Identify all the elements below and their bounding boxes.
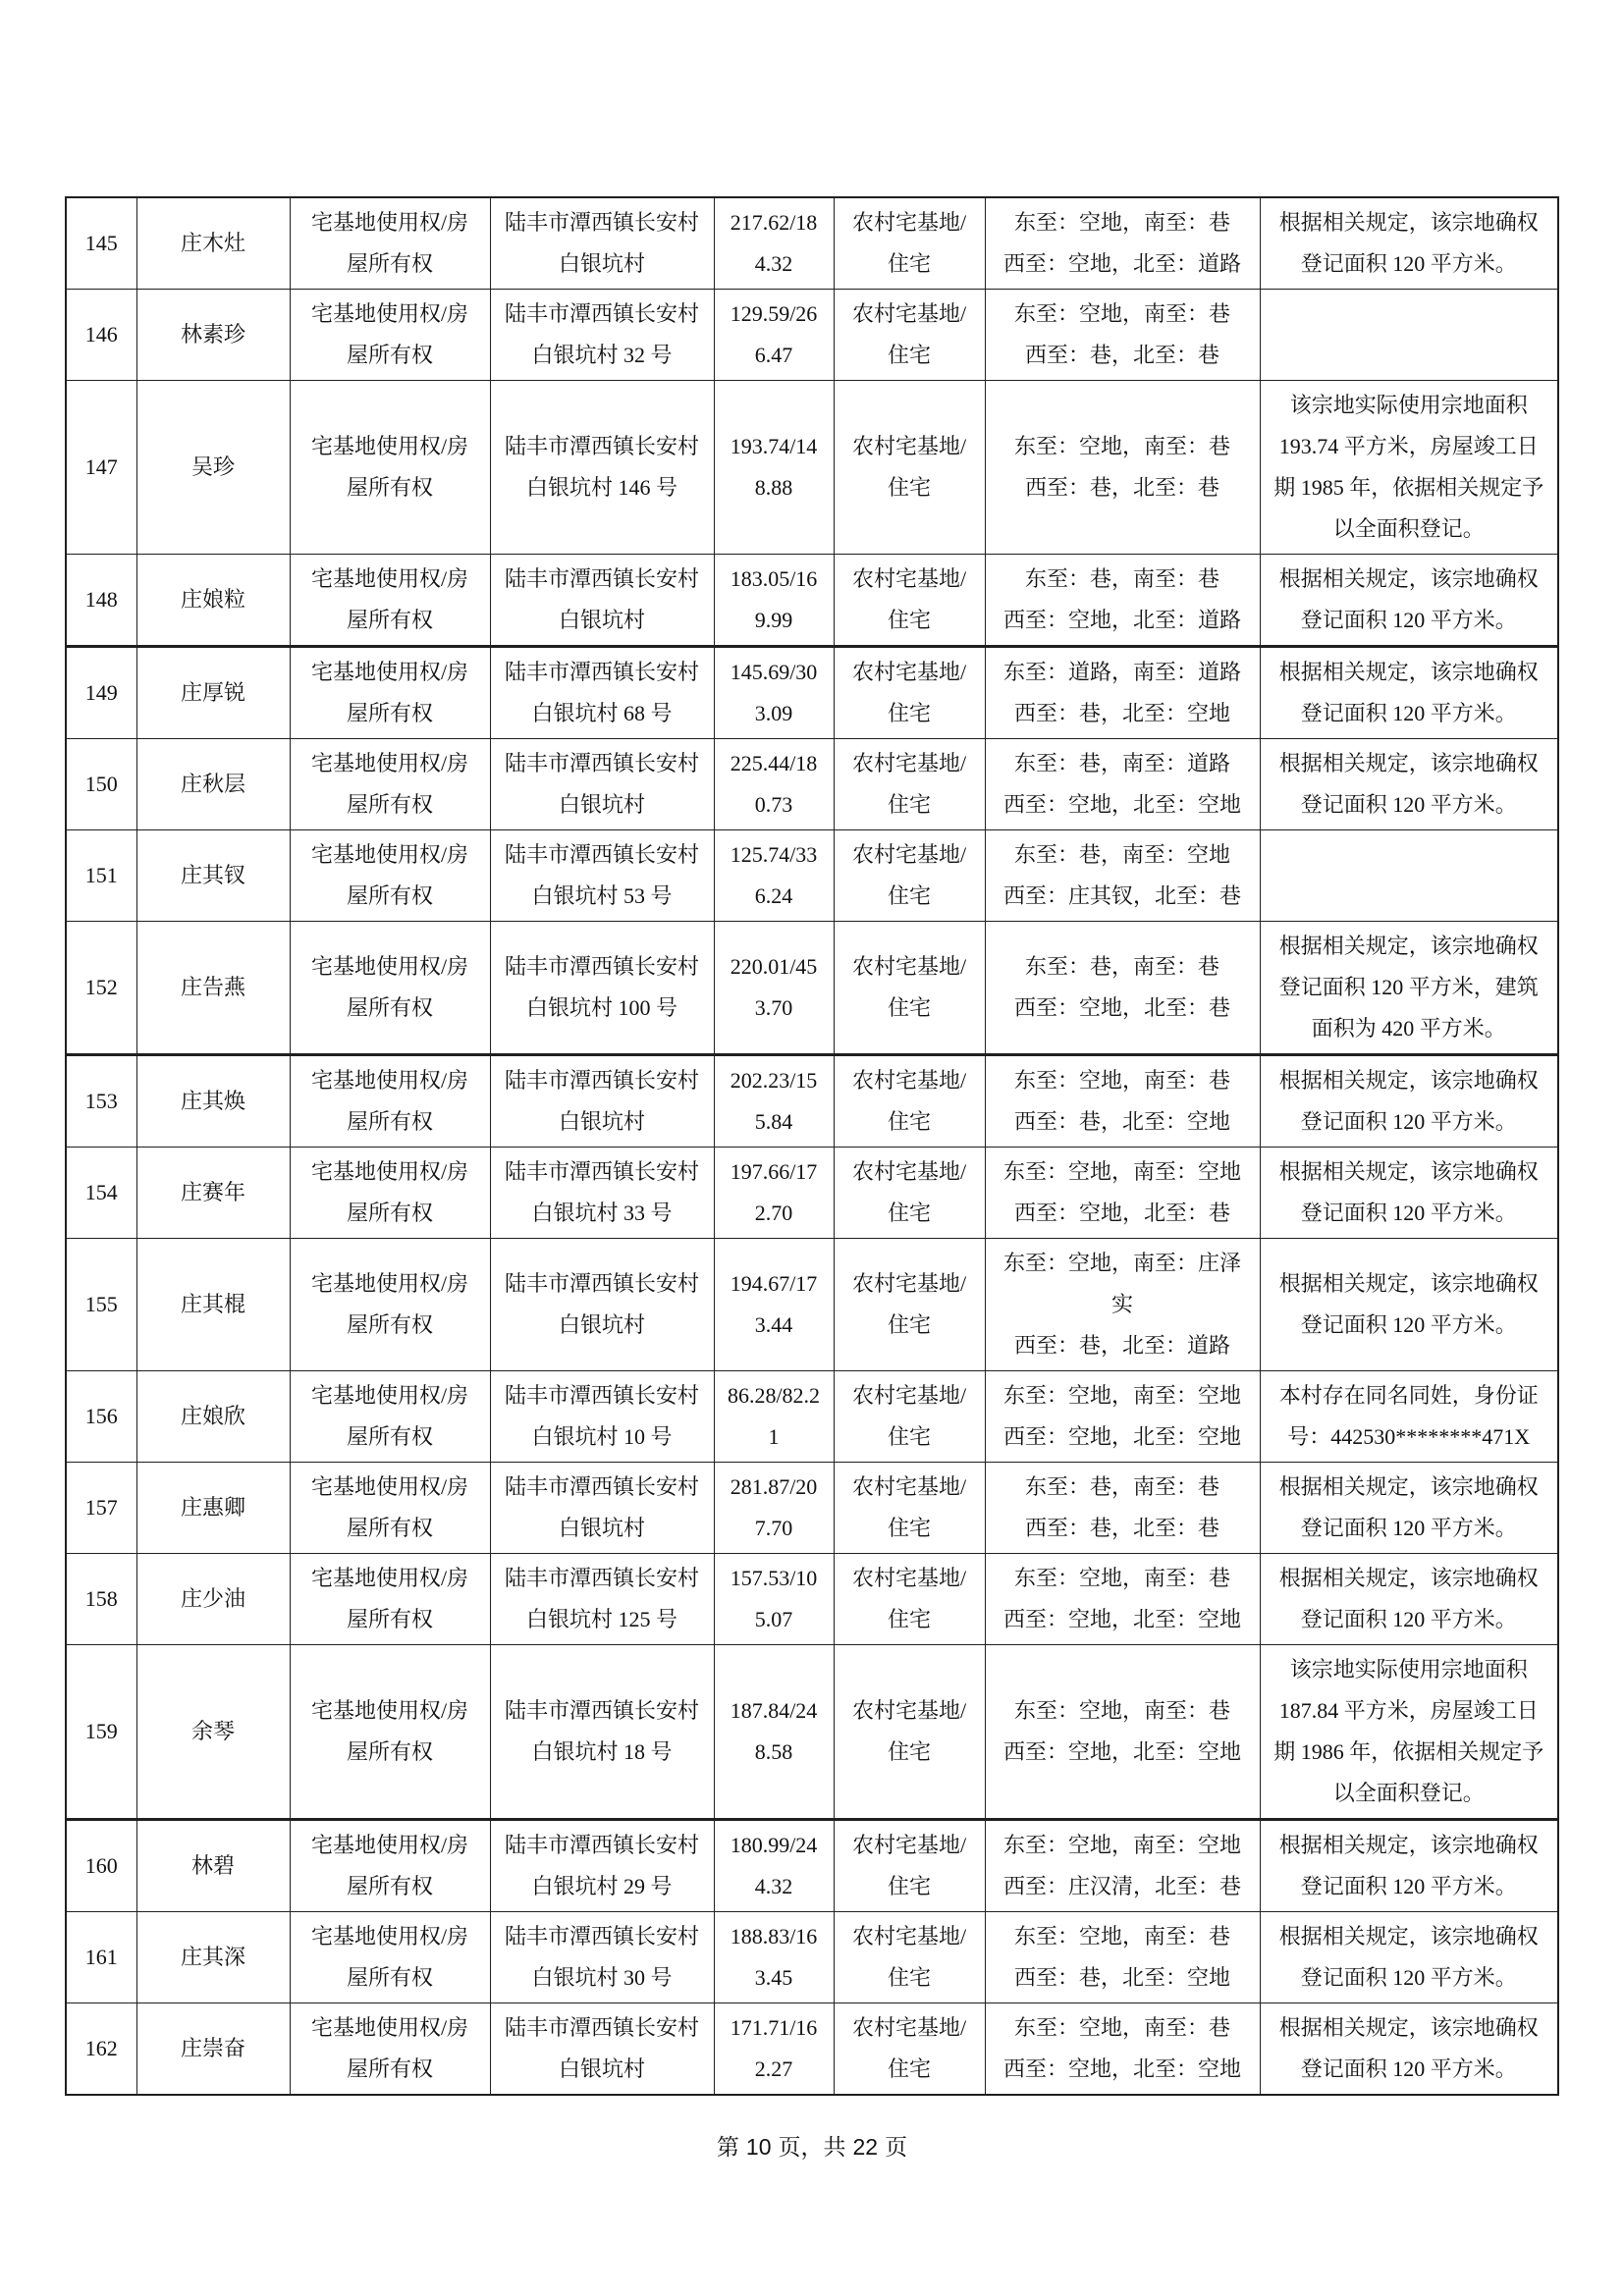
cell-location: 陆丰市潭西镇长安村白银坑村 10 号: [490, 1371, 714, 1463]
cell-serial-number: 159: [66, 1645, 136, 1820]
cell-serial-number: 154: [66, 1148, 136, 1239]
cell-land-type: 农村宅基地/住宅: [834, 1055, 985, 1148]
cell-remark: 根据相关规定，该宗地确权登记面积 120 平方米。: [1260, 1148, 1558, 1239]
cell-location: 陆丰市潭西镇长安村白银坑村: [490, 739, 714, 830]
boundary-line: 西至：空地，北至：空地: [1002, 792, 1241, 817]
cell-serial-number: 161: [66, 1912, 136, 2003]
cell-serial-number: 152: [66, 922, 136, 1055]
cell-area: 129.59/266.47: [714, 290, 834, 381]
table-row: [66, 922, 1558, 1055]
cell-boundaries: [985, 922, 1260, 1055]
cell-location: 陆丰市潭西镇长安村白银坑村: [490, 555, 714, 647]
cell-land-type: 农村宅基地/住宅: [834, 1463, 985, 1554]
cell-boundaries: [985, 555, 1260, 647]
cell-right-type: 宅基地使用权/房屋所有权: [290, 739, 490, 830]
cell-location: 陆丰市潭西镇长安村白银坑村 146 号: [490, 381, 714, 555]
cell-land-type: 农村宅基地/住宅: [834, 1148, 985, 1239]
cell-area: 157.53/105.07: [714, 1554, 834, 1645]
cell-remark: 根据相关规定，该宗地确权登记面积 120 平方米。: [1260, 1554, 1558, 1645]
cell-serial-number: 150: [66, 739, 136, 830]
cell-right-type: 宅基地使用权/房屋所有权: [290, 1463, 490, 1554]
boundary-line: 东至：空地，南至：巷: [1013, 2015, 1230, 2040]
cell-owner-name: 庄其钗: [136, 830, 290, 922]
cell-remark: 根据相关规定，该宗地确权登记面积 120 平方米。: [1260, 197, 1558, 290]
cell-land-type: 农村宅基地/住宅: [834, 381, 985, 555]
cell-remark: 根据相关规定，该宗地确权登记面积 120 平方米。: [1260, 1912, 1558, 2003]
cell-area: 194.67/173.44: [714, 1239, 834, 1371]
boundary-line: 东至：巷，南至：空地: [1013, 842, 1230, 867]
boundary-line: 东至：空地，南至：巷: [1013, 1698, 1230, 1723]
page-footer: [0, 2132, 1624, 2163]
cell-location: 陆丰市潭西镇长安村白银坑村 18 号: [490, 1645, 714, 1820]
cell-land-type: 农村宅基地/住宅: [834, 1371, 985, 1463]
boundary-line: 东至：空地，南至：巷: [1013, 434, 1230, 458]
boundary-line: 西至：空地，北至：空地: [1002, 1607, 1241, 1631]
cell-serial-number: 147: [66, 381, 136, 555]
cell-area: 202.23/155.84: [714, 1055, 834, 1148]
land-registry-table: [65, 196, 1559, 2096]
cell-serial-number: 148: [66, 555, 136, 647]
page-number-total: 22: [852, 2134, 879, 2160]
cell-area: 86.28/82.21: [714, 1371, 834, 1463]
cell-boundaries: [985, 381, 1260, 555]
boundary-line: 西至：庄其钗，北至：巷: [1002, 883, 1241, 908]
cell-land-type: 农村宅基地/住宅: [834, 1554, 985, 1645]
boundary-line: 西至：巷，北至：巷: [1024, 1516, 1219, 1540]
boundary-line: 西至：空地，北至：道路: [1002, 251, 1241, 276]
cell-owner-name: 庄其深: [136, 1912, 290, 2003]
cell-right-type: 宅基地使用权/房屋所有权: [290, 1820, 490, 1912]
cell-owner-name: 庄厚锐: [136, 647, 290, 739]
cell-boundaries: [985, 1148, 1260, 1239]
cell-location: 陆丰市潭西镇长安村白银坑村: [490, 197, 714, 290]
table-row: [66, 739, 1558, 830]
cell-location: 陆丰市潭西镇长安村白银坑村 30 号: [490, 1912, 714, 2003]
cell-location: 陆丰市潭西镇长安村白银坑村: [490, 1239, 714, 1371]
table-row: [66, 290, 1558, 381]
cell-land-type: 农村宅基地/住宅: [834, 1645, 985, 1820]
cell-remark: 该宗地实际使用宗地面积 187.84 平方米，房屋竣工日期 1986 年，依据相关规定予以全面积登记。: [1260, 1645, 1558, 1820]
cell-boundaries: [985, 290, 1260, 381]
cell-land-type: 农村宅基地/住宅: [834, 1239, 985, 1371]
table-row: [66, 1148, 1558, 1239]
cell-area: 220.01/453.70: [714, 922, 834, 1055]
cell-right-type: 宅基地使用权/房屋所有权: [290, 1371, 490, 1463]
cell-land-type: 农村宅基地/住宅: [834, 1912, 985, 2003]
table-row: [66, 1463, 1558, 1554]
boundary-line: 西至：空地，北至：空地: [1002, 2056, 1241, 2081]
cell-remark: 本村存在同名同姓，身份证号：442530********471X: [1260, 1371, 1558, 1463]
cell-boundaries: [985, 1554, 1260, 1645]
cell-serial-number: 160: [66, 1820, 136, 1912]
cell-right-type: 宅基地使用权/房屋所有权: [290, 381, 490, 555]
cell-owner-name: 余琴: [136, 1645, 290, 1820]
cell-boundaries: [985, 1912, 1260, 2003]
boundary-line: 东至：道路，南至：道路: [1002, 660, 1241, 684]
boundary-line: 东至：空地，南至：空地: [1002, 1383, 1241, 1408]
cell-land-type: 农村宅基地/住宅: [834, 2003, 985, 2096]
cell-remark: 根据相关规定，该宗地确权登记面积 120 平方米。: [1260, 1820, 1558, 1912]
cell-location: 陆丰市潭西镇长安村白银坑村 125 号: [490, 1554, 714, 1645]
cell-area: 281.87/207.70: [714, 1463, 834, 1554]
cell-right-type: 宅基地使用权/房屋所有权: [290, 1645, 490, 1820]
cell-boundaries: [985, 1239, 1260, 1371]
cell-boundaries: [985, 1371, 1260, 1463]
boundary-line: 西至：空地，北至：空地: [1002, 1739, 1241, 1764]
cell-boundaries: [985, 197, 1260, 290]
cell-area: 197.66/172.70: [714, 1148, 834, 1239]
cell-serial-number: 156: [66, 1371, 136, 1463]
boundary-line: 西至：巷，北至：空地: [1013, 701, 1230, 725]
table-row: [66, 1554, 1558, 1645]
cell-area: 180.99/244.32: [714, 1820, 834, 1912]
cell-right-type: 宅基地使用权/房屋所有权: [290, 290, 490, 381]
table-row: [66, 1820, 1558, 1912]
cell-serial-number: 145: [66, 197, 136, 290]
boundary-line: 西至：空地，北至：巷: [1013, 995, 1230, 1020]
cell-remark: 该宗地实际使用宗地面积 193.74 平方米，房屋竣工日期 1985 年，依据相关规定予以全面积登记。: [1260, 381, 1558, 555]
footer-text-middle: 页，共: [778, 2135, 846, 2160]
boundary-line: 东至：巷，南至：巷: [1024, 566, 1219, 591]
cell-remark: [1260, 290, 1558, 381]
boundary-line: 西至：庄汉清，北至：巷: [1002, 1874, 1241, 1898]
cell-boundaries: [985, 830, 1260, 922]
cell-owner-name: 庄崇奋: [136, 2003, 290, 2096]
boundary-line: 西至：巷，北至：道路: [1013, 1333, 1230, 1358]
boundary-line: 西至：巷，北至：巷: [1024, 343, 1219, 367]
cell-remark: 根据相关规定，该宗地确权登记面积 120 平方米。: [1260, 555, 1558, 647]
cell-area: 225.44/180.73: [714, 739, 834, 830]
boundary-line: 东至：巷，南至：道路: [1013, 751, 1230, 775]
cell-right-type: 宅基地使用权/房屋所有权: [290, 1239, 490, 1371]
cell-remark: 根据相关规定，该宗地确权登记面积 120 平方米。: [1260, 1239, 1558, 1371]
boundary-line: 东至：巷，南至：巷: [1024, 954, 1219, 979]
cell-location: 陆丰市潭西镇长安村白银坑村: [490, 2003, 714, 2096]
cell-location: 陆丰市潭西镇长安村白银坑村 29 号: [490, 1820, 714, 1912]
boundary-line: 西至：巷，北至：空地: [1013, 1109, 1230, 1134]
boundary-line: 西至：空地，北至：巷: [1013, 1201, 1230, 1225]
cell-location: 陆丰市潭西镇长安村白银坑村: [490, 1055, 714, 1148]
cell-remark: 根据相关规定，该宗地确权登记面积 120 平方米。: [1260, 2003, 1558, 2096]
cell-remark: 根据相关规定，该宗地确权登记面积 120 平方米。: [1260, 647, 1558, 739]
cell-land-type: 农村宅基地/住宅: [834, 830, 985, 922]
footer-text-prefix: 第: [716, 2135, 739, 2160]
cell-serial-number: 149: [66, 647, 136, 739]
cell-land-type: 农村宅基地/住宅: [834, 739, 985, 830]
cell-owner-name: 庄少油: [136, 1554, 290, 1645]
cell-owner-name: 庄其焕: [136, 1055, 290, 1148]
cell-area: 183.05/169.99: [714, 555, 834, 647]
table-row: [66, 1645, 1558, 1820]
cell-area: 145.69/303.09: [714, 647, 834, 739]
boundary-line: 东至：空地，南至：巷: [1013, 301, 1230, 326]
cell-location: 陆丰市潭西镇长安村白银坑村 53 号: [490, 830, 714, 922]
cell-boundaries: [985, 1820, 1260, 1912]
cell-right-type: 宅基地使用权/房屋所有权: [290, 830, 490, 922]
table-row: [66, 2003, 1558, 2096]
boundary-line: 西至：空地，北至：空地: [1002, 1424, 1241, 1449]
cell-area: 188.83/163.45: [714, 1912, 834, 2003]
cell-right-type: 宅基地使用权/房屋所有权: [290, 1554, 490, 1645]
cell-location: 陆丰市潭西镇长安村白银坑村 100 号: [490, 922, 714, 1055]
cell-land-type: 农村宅基地/住宅: [834, 647, 985, 739]
boundary-line: 东至：空地，南至：巷: [1013, 1924, 1230, 1949]
cell-remark: [1260, 830, 1558, 922]
boundary-line: 东至：空地，南至：空地: [1002, 1159, 1241, 1184]
page-number-current: 10: [745, 2134, 772, 2160]
cell-right-type: 宅基地使用权/房屋所有权: [290, 1912, 490, 2003]
cell-owner-name: 林素珍: [136, 290, 290, 381]
cell-serial-number: 158: [66, 1554, 136, 1645]
cell-location: 陆丰市潭西镇长安村白银坑村 32 号: [490, 290, 714, 381]
cell-serial-number: 157: [66, 1463, 136, 1554]
cell-land-type: 农村宅基地/住宅: [834, 290, 985, 381]
boundary-line: 东至：空地，南至：巷: [1013, 1566, 1230, 1590]
table-row: [66, 197, 1558, 290]
cell-right-type: 宅基地使用权/房屋所有权: [290, 1055, 490, 1148]
boundary-line: 东至：空地，南至：庄泽实: [1002, 1251, 1241, 1316]
table-row: [66, 1371, 1558, 1463]
cell-right-type: 宅基地使用权/房屋所有权: [290, 555, 490, 647]
table-row: [66, 1055, 1558, 1148]
cell-land-type: 农村宅基地/住宅: [834, 1820, 985, 1912]
cell-land-type: 农村宅基地/住宅: [834, 555, 985, 647]
cell-boundaries: [985, 1463, 1260, 1554]
cell-owner-name: 庄秋层: [136, 739, 290, 830]
cell-land-type: 农村宅基地/住宅: [834, 922, 985, 1055]
cell-land-type: 农村宅基地/住宅: [834, 197, 985, 290]
table-row: [66, 555, 1558, 647]
boundary-line: 西至：空地，北至：道路: [1002, 608, 1241, 632]
cell-owner-name: 庄告燕: [136, 922, 290, 1055]
cell-location: 陆丰市潭西镇长安村白银坑村 33 号: [490, 1148, 714, 1239]
cell-remark: 根据相关规定，该宗地确权登记面积 120 平方米。: [1260, 739, 1558, 830]
cell-area: 125.74/336.24: [714, 830, 834, 922]
cell-owner-name: 庄其棍: [136, 1239, 290, 1371]
cell-remark: 根据相关规定，该宗地确权登记面积 120 平方米。: [1260, 1463, 1558, 1554]
cell-owner-name: 庄娘欣: [136, 1371, 290, 1463]
cell-boundaries: [985, 647, 1260, 739]
cell-boundaries: [985, 739, 1260, 830]
boundary-line: 西至：巷，北至：巷: [1024, 475, 1219, 500]
cell-remark: 根据相关规定，该宗地确权登记面积 120 平方米，建筑面积为 420 平方米。: [1260, 922, 1558, 1055]
cell-owner-name: 吴珍: [136, 381, 290, 555]
cell-location: 陆丰市潭西镇长安村白银坑村: [490, 1463, 714, 1554]
cell-area: 193.74/148.88: [714, 381, 834, 555]
boundary-line: 东至：空地，南至：巷: [1013, 210, 1230, 235]
footer-text-suffix: 页: [885, 2135, 908, 2160]
cell-right-type: 宅基地使用权/房屋所有权: [290, 197, 490, 290]
cell-area: 187.84/248.58: [714, 1645, 834, 1820]
table-row: [66, 1912, 1558, 2003]
cell-area: 217.62/184.32: [714, 197, 834, 290]
table-row: [66, 381, 1558, 555]
cell-serial-number: 153: [66, 1055, 136, 1148]
cell-area: 171.71/162.27: [714, 2003, 834, 2096]
cell-serial-number: 146: [66, 290, 136, 381]
table-row: [66, 830, 1558, 922]
cell-owner-name: 林碧: [136, 1820, 290, 1912]
cell-serial-number: 162: [66, 2003, 136, 2096]
boundary-line: 东至：空地，南至：巷: [1013, 1068, 1230, 1093]
cell-boundaries: [985, 2003, 1260, 2096]
cell-owner-name: 庄木灶: [136, 197, 290, 290]
boundary-line: 东至：空地，南至：空地: [1002, 1833, 1241, 1857]
cell-owner-name: 庄娘粒: [136, 555, 290, 647]
table-row: [66, 647, 1558, 739]
cell-serial-number: 151: [66, 830, 136, 922]
cell-right-type: 宅基地使用权/房屋所有权: [290, 922, 490, 1055]
cell-boundaries: [985, 1645, 1260, 1820]
cell-right-type: 宅基地使用权/房屋所有权: [290, 647, 490, 739]
cell-serial-number: 155: [66, 1239, 136, 1371]
cell-owner-name: 庄惠卿: [136, 1463, 290, 1554]
cell-boundaries: [985, 1055, 1260, 1148]
cell-owner-name: 庄赛年: [136, 1148, 290, 1239]
cell-remark: 根据相关规定，该宗地确权登记面积 120 平方米。: [1260, 1055, 1558, 1148]
boundary-line: 东至：巷，南至：巷: [1024, 1474, 1219, 1499]
cell-location: 陆丰市潭西镇长安村白银坑村 68 号: [490, 647, 714, 739]
cell-right-type: 宅基地使用权/房屋所有权: [290, 2003, 490, 2096]
boundary-line: 西至：巷，北至：空地: [1013, 1965, 1230, 1990]
table-row: [66, 1239, 1558, 1371]
cell-right-type: 宅基地使用权/房屋所有权: [290, 1148, 490, 1239]
